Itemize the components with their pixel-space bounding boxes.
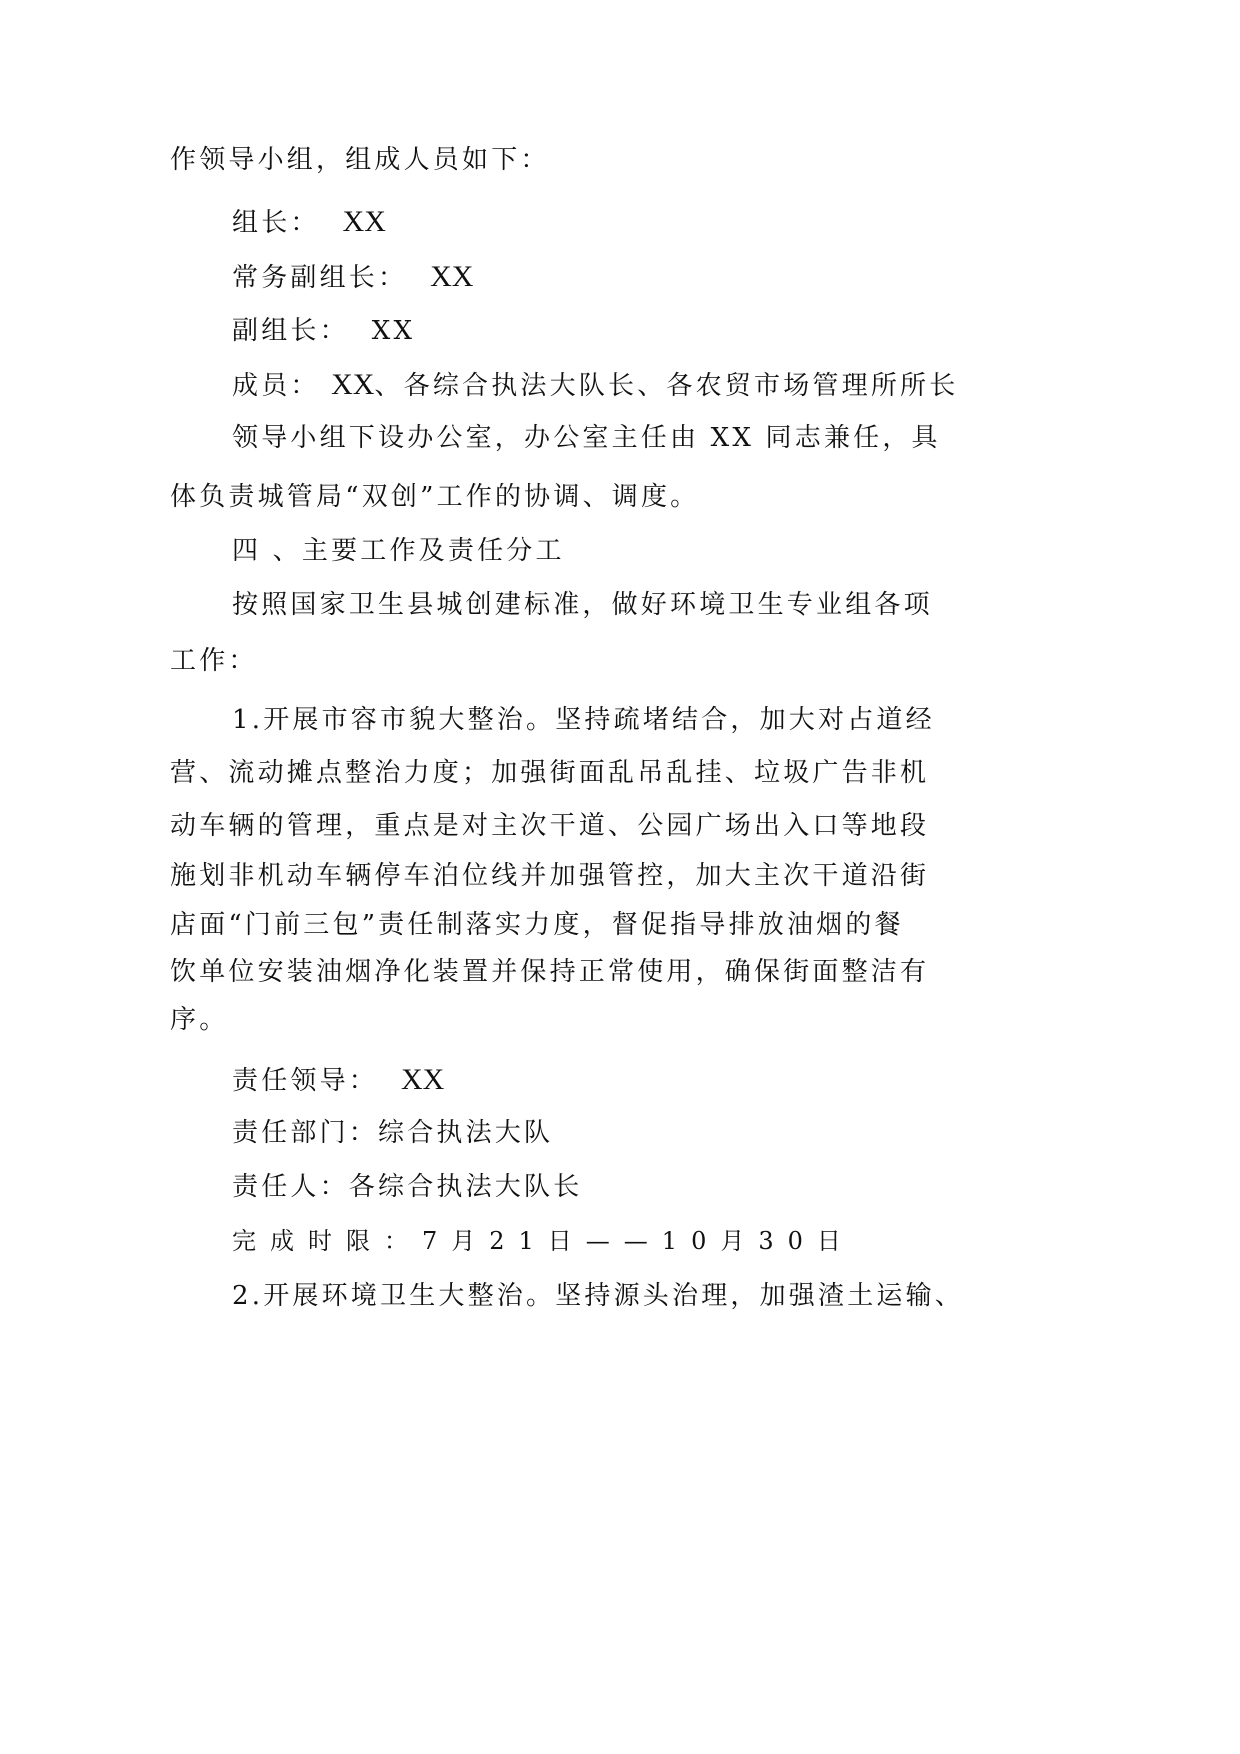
item2-line: 2.开展环境卫生大整治。坚持源头治理，加强渣土运输、 — [232, 1281, 965, 1311]
group-members — [232, 369, 958, 402]
section-intro-line: 按照国家卫生县城创建标准，做好环境卫生专业组各项 — [232, 590, 933, 620]
group-leader — [232, 206, 386, 239]
label: 责任领导： — [232, 1066, 379, 1096]
item1-line: 序。 — [170, 1005, 229, 1035]
item1-line: 1.开展市容市貌大整治。坚持疏堵结合，加大对占道经 — [232, 705, 935, 735]
label: 成员： — [232, 371, 320, 401]
group-deputy — [232, 315, 415, 347]
item1-line: 饮单位安装油烟净化装置并保持正常使用，确保街面整洁有 — [170, 957, 930, 987]
members-rest: 、各综合执法大队长、各农贸市场管理所所长 — [374, 371, 959, 401]
name: XX — [342, 205, 386, 238]
item1-line: 营、流动摊点整治力度；加强街面乱吊乱挂、垃圾广告非机 — [170, 758, 930, 788]
resp-deadline: 完成时限：7月21日——10月30日 — [232, 1227, 855, 1255]
label: 副组长： — [232, 316, 349, 346]
office-line: 领导小组下设办公室，办公室主任由 XX 同志兼任，具 — [232, 423, 941, 453]
name: XX — [430, 260, 474, 293]
name: XX — [371, 316, 416, 346]
item1-line: 店面“门前三包”责任制落实力度，督促指导排放油烟的餐 — [170, 910, 904, 940]
item1-line: 施划非机动车辆停车泊位线并加强管控，加大主次干道沿街 — [170, 861, 930, 891]
section-intro-line: 工作： — [170, 646, 258, 676]
resp-dept: 责任部门：综合执法大队 — [232, 1118, 554, 1148]
office-line: 体负责城管局“双创”工作的协调、调度。 — [170, 482, 700, 512]
resp-leader — [232, 1064, 444, 1097]
section-heading: 四 、主要工作及责任分工 — [232, 536, 565, 566]
name: XX — [400, 1063, 445, 1096]
label: 常务副组长： — [232, 263, 408, 293]
name: XX — [331, 368, 375, 401]
label: 组长： — [232, 208, 320, 238]
group-exec-deputy — [232, 261, 473, 294]
intro-line: 作领导小组，组成人员如下： — [170, 145, 550, 175]
resp-person: 责任人：各综合执法大队长 — [232, 1172, 583, 1202]
item1-line: 动车辆的管理，重点是对主次干道、公园广场出入口等地段 — [170, 811, 930, 841]
